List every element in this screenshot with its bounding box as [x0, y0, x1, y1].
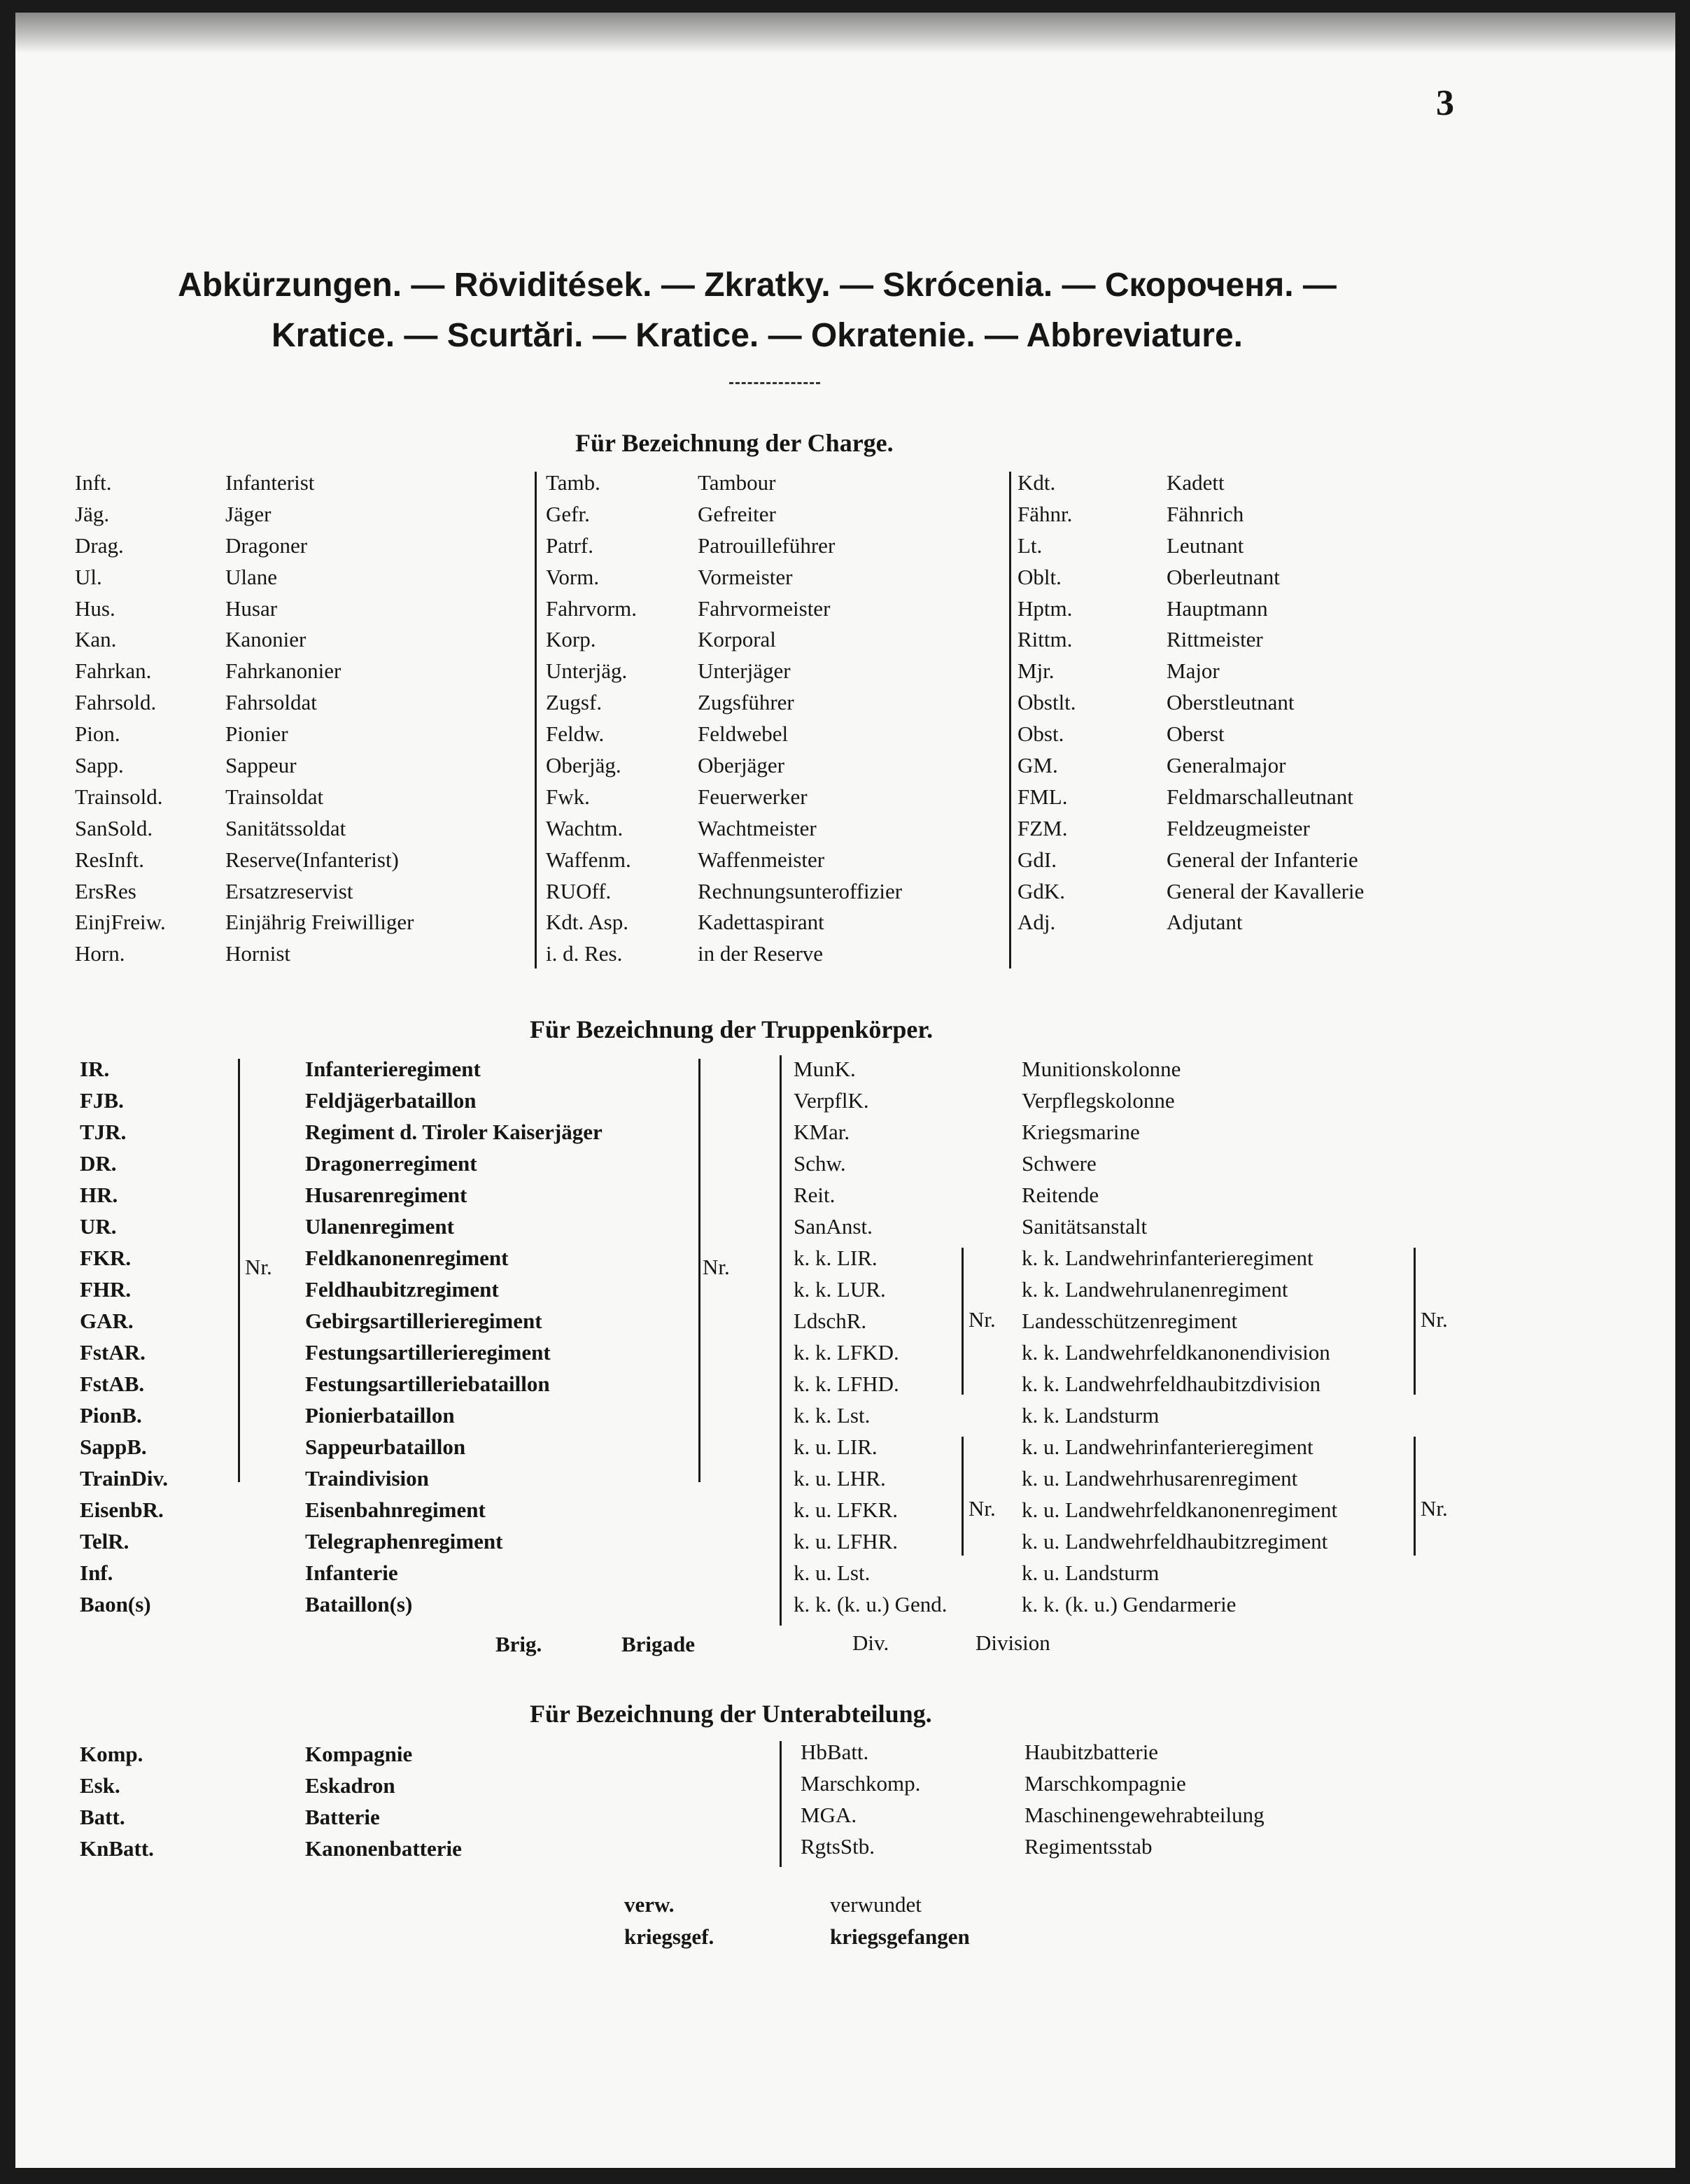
charge-col2-full-item: Unterjäger: [698, 658, 791, 684]
unter-right-full-item: Haubitzbatterie: [1024, 1740, 1159, 1764]
charge-col3-abbr-item: Mjr.: [1017, 658, 1055, 684]
charge-col1-full-item: Einjährig Freiwilliger: [225, 910, 414, 935]
truppen-left-abbr-item: PionB.: [80, 1403, 142, 1428]
truppen-right-abbr-item: k. u. Lst.: [794, 1560, 871, 1585]
truppen-right-full-item: k. k. Landsturm: [1022, 1403, 1160, 1428]
kriegsgef-abbr: kriegsgef.: [624, 1924, 714, 1949]
truppen-right-abbr-item: k. u. LHR.: [794, 1466, 886, 1491]
truppen-right-full-item: Sanitätsanstalt: [1022, 1214, 1148, 1239]
truppen-left-full: [305, 1053, 603, 1620]
charge-col2-full-item: Waffenmeister: [698, 847, 825, 872]
charge-col3-full-item: Feldmarschalleutnant: [1167, 784, 1353, 809]
charge-col1-full-item: Fahrkanonier: [225, 658, 341, 684]
charge-col2-full-item: Vormeister: [698, 564, 793, 589]
div-full: Division: [976, 1630, 1050, 1655]
nr-label-3: Nr.: [969, 1307, 996, 1332]
truppen-left-full-item: Feldjägerbataillon: [305, 1088, 477, 1113]
truppen-right-abbr: [794, 1053, 948, 1620]
charge-col1-full-item: Pionier: [225, 721, 288, 747]
truppen-left-abbr-item: FstAR.: [80, 1340, 146, 1365]
unter-right-full-item: Maschinengewehrabteilung: [1024, 1803, 1265, 1827]
unter-heading: Für Bezeichnung der Unterabteilung.: [530, 1700, 932, 1728]
charge-col1-full-item: Ulane: [225, 564, 278, 589]
charge-col3-abbr: [1017, 467, 1076, 938]
charge-col3-full-item: Generalmajor: [1167, 753, 1286, 778]
truppen-left-full-item: Regiment d. Tiroler Kaiserjäger: [305, 1120, 603, 1144]
truppen-right-full-item: Munitionskolonne: [1022, 1057, 1181, 1081]
truppen-left-full-item: Festungsartilleriebataillon: [305, 1372, 550, 1396]
truppen-right-full-item: Reitende: [1022, 1183, 1099, 1207]
charge-col3-abbr-item: Adj.: [1017, 910, 1056, 935]
charge-col1-full-item: Sappeur: [225, 753, 297, 778]
charge-col2-abbr-item: Gefr.: [546, 501, 590, 526]
charge-col3-full-item: Kadett: [1167, 470, 1225, 495]
truppen-left-abbr-item: GAR.: [80, 1309, 134, 1333]
brig-full: Brigade: [621, 1632, 696, 1656]
brace-lw-kk: [952, 1248, 964, 1395]
truppen-left-abbr-item: TJR.: [80, 1120, 127, 1144]
charge-col1-abbr-item: Jäg.: [75, 501, 110, 526]
charge-col3-full-item: Feldzeugmeister: [1167, 815, 1310, 840]
brace-left-close: [689, 1059, 700, 1482]
truppen-left-full-item: Feldkanonenregiment: [305, 1246, 509, 1270]
charge-col3-abbr-item: Oblt.: [1017, 564, 1062, 589]
truppen-right-full-item: k. u. Landwehrfeldkanonenregiment: [1022, 1498, 1338, 1522]
charge-col3-abbr-item: FZM.: [1017, 815, 1068, 840]
charge-col2-abbr-item: i. d. Res.: [546, 941, 623, 966]
unter-left-abbr: [80, 1738, 154, 1864]
unter-left-full-item: Kompagnie: [305, 1742, 413, 1766]
nr-label-1: Nr.: [245, 1255, 272, 1279]
unter-left-abbr-item: Komp.: [80, 1742, 143, 1766]
nr-label-6: Nr.: [1421, 1496, 1448, 1521]
truppen-right-full-item: k. u. Landwehrinfanterieregiment: [1022, 1435, 1314, 1459]
charge-col1-full-item: Reserve(Infanterist): [225, 847, 399, 872]
charge-col2-abbr-item: Fahrvorm.: [546, 596, 638, 621]
charge-col3-abbr-item: Kdt.: [1017, 470, 1056, 495]
unter-left-abbr-item: Batt.: [80, 1805, 125, 1829]
charge-col3-abbr-item: FML.: [1017, 784, 1068, 809]
charge-col2-abbr: [546, 467, 637, 970]
charge-col2-abbr-item: Vorm.: [546, 564, 600, 589]
unter-right-abbr-item: Marschkomp.: [801, 1771, 921, 1796]
truppen-left-full-item: Sappeurbataillon: [305, 1435, 466, 1459]
verw-full: verwundet: [830, 1892, 922, 1917]
truppen-left-full-item: Infanterieregiment: [305, 1057, 481, 1081]
truppen-right-full-item: k. k. Landwehrfeldhaubitzdivision: [1022, 1372, 1321, 1396]
unter-right-abbr: [801, 1736, 920, 1862]
charge-col3-full: [1167, 467, 1364, 938]
unter-divider: [780, 1741, 782, 1867]
charge-col3-abbr-item: GdK.: [1017, 878, 1066, 903]
truppen-right-abbr-item: LdschR.: [794, 1309, 867, 1333]
charge-col2-abbr-item: Unterjäg.: [546, 658, 628, 684]
truppen-right-abbr-item: k. k. LUR.: [794, 1277, 886, 1302]
charge-col2-full-item: Rechnungsunteroffizier: [698, 878, 903, 903]
charge-col1-abbr: [75, 467, 166, 970]
truppen-left-abbr-item: FKR.: [80, 1246, 132, 1270]
truppen-right-abbr-item: Schw.: [794, 1151, 846, 1176]
charge-col2-abbr-item: Oberjäg.: [546, 753, 621, 778]
truppen-right-abbr-item: Reit.: [794, 1183, 836, 1207]
charge-col1-abbr-item: ResInft.: [75, 847, 145, 872]
truppen-left-full-item: Traindivision: [305, 1466, 429, 1491]
div-abbr: Div.: [852, 1630, 889, 1655]
unter-right-abbr-item: MGA.: [801, 1803, 857, 1827]
truppen-right-full: [1022, 1053, 1337, 1620]
kriegsgef-full: kriegsgefangen: [830, 1924, 970, 1949]
charge-col3-abbr-item: GdI.: [1017, 847, 1057, 872]
charge-col1-full-item: Sanitätssoldat: [225, 815, 346, 840]
charge-col3-full-item: Rittmeister: [1167, 627, 1263, 652]
truppen-right-full-item: k. k. (k. u.) Gendarmerie: [1022, 1592, 1237, 1616]
truppen-right-abbr-item: VerpflK.: [794, 1088, 869, 1113]
truppen-right-abbr-item: k. k. LIR.: [794, 1246, 878, 1270]
charge-col1-full-item: Hornist: [225, 941, 290, 966]
truppen-right-abbr-item: k. k. LFHD.: [794, 1372, 899, 1396]
charge-divider-2: [1009, 472, 1011, 968]
unter-left-full-item: Batterie: [305, 1805, 380, 1829]
charge-col1-abbr-item: SanSold.: [75, 815, 153, 840]
truppen-left-abbr-item: IR.: [80, 1057, 110, 1081]
charge-col1-abbr-item: Trainsold.: [75, 784, 163, 809]
document-page: [15, 13, 1675, 2168]
truppen-left-full-item: Pionierbataillon: [305, 1403, 455, 1428]
charge-col2-full-item: Korporal: [698, 627, 776, 652]
unter-right-full: [1024, 1736, 1265, 1862]
charge-col2-abbr-item: RUOff.: [546, 878, 612, 903]
unter-left-abbr-item: Esk.: [80, 1773, 120, 1798]
truppen-right-abbr-item: MunK.: [794, 1057, 856, 1081]
charge-col2-full-item: Wachtmeister: [698, 815, 817, 840]
truppen-right-full-item: k. k. Landwehrinfanterieregiment: [1022, 1246, 1314, 1270]
truppen-right-full-item: k. u. Landwehrhusarenregiment: [1022, 1466, 1298, 1491]
truppen-right-abbr-item: k. u. LFHR.: [794, 1529, 898, 1554]
charge-col2-abbr-item: Feldw.: [546, 721, 605, 747]
charge-col1-full-item: Dragoner: [225, 533, 308, 558]
charge-col2-full-item: Feuerwerker: [698, 784, 808, 809]
brace-lw-ku-2: [1404, 1437, 1416, 1556]
charge-col2-abbr-item: Waffenm.: [546, 847, 631, 872]
truppen-left-full-item: Festungsartillerieregiment: [305, 1340, 551, 1365]
charge-col3-full-item: Adjutant: [1167, 910, 1243, 935]
truppen-divider: [780, 1055, 782, 1626]
charge-col1-full-item: Fahrsoldat: [225, 690, 317, 715]
charge-col1-abbr-item: Fahrkan.: [75, 658, 152, 684]
verw-abbr: verw.: [624, 1892, 675, 1917]
truppen-right-full-item: Kriegsmarine: [1022, 1120, 1140, 1144]
charge-col1-abbr-item: Drag.: [75, 533, 124, 558]
charge-col1-full-item: Jäger: [225, 501, 272, 526]
truppen-right-abbr-item: k. k. (k. u.) Gend.: [794, 1592, 948, 1616]
charge-col1-full: [225, 467, 414, 970]
charge-col2-abbr-item: Korp.: [546, 627, 596, 652]
charge-col3-full-item: Major: [1167, 658, 1220, 684]
charge-col2-full-item: Oberjäger: [698, 753, 784, 778]
truppen-right-full-item: k. u. Landsturm: [1022, 1560, 1160, 1585]
charge-col1-abbr-item: Pion.: [75, 721, 120, 747]
charge-col3-full-item: General der Kavallerie: [1167, 878, 1365, 903]
truppen-right-full-item: Verpflegskolonne: [1022, 1088, 1175, 1113]
charge-col1-abbr-item: Fahrsold.: [75, 690, 157, 715]
charge-col2-full-item: Patrouilleführer: [698, 533, 836, 558]
charge-col3-abbr-item: Hptm.: [1017, 596, 1073, 621]
truppen-left-full-item: Eisenbahnregiment: [305, 1498, 486, 1522]
charge-col3-full-item: Oberst: [1167, 721, 1225, 747]
charge-col3-full-item: Fähnrich: [1167, 501, 1244, 526]
charge-col1-abbr-item: Kan.: [75, 627, 117, 652]
scan-shadow-band: [15, 13, 1675, 53]
truppen-left-abbr-item: FHR.: [80, 1277, 132, 1302]
charge-col3-abbr-item: Fähnr.: [1017, 501, 1073, 526]
unter-right-full-item: Marschkompagnie: [1024, 1771, 1186, 1796]
charge-col3-abbr-item: Rittm.: [1017, 627, 1073, 652]
truppen-heading: Für Bezeichnung der Truppenkörper.: [530, 1015, 934, 1043]
charge-col3-abbr-item: Obstlt.: [1017, 690, 1076, 715]
charge-col1-abbr-item: Horn.: [75, 941, 125, 966]
truppen-right-full-item: k. k. Landwehrfeldkanonendivision: [1022, 1340, 1330, 1365]
charge-col2-full-item: Zugsführer: [698, 690, 794, 715]
truppen-left-abbr-item: HR.: [80, 1183, 118, 1207]
charge-col3-full-item: Hauptmann: [1167, 596, 1268, 621]
charge-col1-full-item: Ersatzreservist: [225, 878, 353, 903]
charge-col1-abbr-item: Inft.: [75, 470, 112, 495]
truppen-left-abbr-item: FstAB.: [80, 1372, 145, 1396]
truppen-right-abbr-item: KMar.: [794, 1120, 850, 1144]
charge-col2-full-item: Fahrvormeister: [698, 596, 831, 621]
charge-col2-full-item: Kadettaspirant: [698, 910, 824, 935]
charge-col3-full-item: Oberleutnant: [1167, 564, 1280, 589]
truppen-left-abbr-item: DR.: [80, 1151, 117, 1176]
truppen-right-full-item: k. u. Landwehrfeldhaubitzregiment: [1022, 1529, 1328, 1554]
unter-left-full-item: Eskadron: [305, 1773, 395, 1798]
charge-col2-abbr-item: Wachtm.: [546, 815, 624, 840]
truppen-left-abbr-item: SappB.: [80, 1435, 147, 1459]
unter-left-full: [305, 1738, 462, 1864]
truppen-left-full-item: Feldhaubitzregiment: [305, 1277, 499, 1302]
charge-divider-1: [535, 472, 537, 968]
truppen-left-abbr-item: TelR.: [80, 1529, 129, 1554]
charge-col2-abbr-item: Fwk.: [546, 784, 590, 809]
charge-col3-abbr-item: Obst.: [1017, 721, 1064, 747]
truppen-left-full-item: Gebirgsartillerieregiment: [305, 1309, 542, 1333]
charge-col3-abbr-item: Lt.: [1017, 533, 1043, 558]
truppen-right-full-item: k. k. Landwehrulanenregiment: [1022, 1277, 1288, 1302]
truppen-left-abbr-item: EisenbR.: [80, 1498, 164, 1522]
charge-heading: Für Bezeichnung der Charge.: [575, 429, 894, 457]
truppen-left-full-item: Ulanenregiment: [305, 1214, 454, 1239]
unter-right-abbr-item: HbBatt.: [801, 1740, 869, 1764]
truppen-left-full-item: Infanterie: [305, 1560, 398, 1585]
truppen-left-abbr-item: Baon(s): [80, 1592, 151, 1616]
title-divider: [729, 382, 820, 384]
truppen-right-abbr-item: k. u. LIR.: [794, 1435, 878, 1459]
nr-label-2: Nr.: [703, 1255, 730, 1279]
charge-col2-full-item: Tambour: [698, 470, 776, 495]
unter-right-abbr-item: RgtsStb.: [801, 1834, 875, 1859]
truppen-right-abbr-item: SanAnst.: [794, 1214, 873, 1239]
truppen-right-abbr-item: k. k. Lst.: [794, 1403, 871, 1428]
charge-col2-abbr-item: Tamb.: [546, 470, 600, 495]
nr-label-4: Nr.: [969, 1496, 996, 1521]
charge-col2-abbr-item: Patrf.: [546, 533, 594, 558]
charge-col3-abbr-item: GM.: [1017, 753, 1058, 778]
charge-col2-full: [698, 467, 902, 970]
truppen-left-abbr-item: Inf.: [80, 1560, 113, 1585]
charge-col2-abbr-item: Zugsf.: [546, 690, 603, 715]
unter-right-full-item: Regimentsstab: [1024, 1834, 1153, 1859]
charge-col2-full-item: Feldwebel: [698, 721, 789, 747]
truppen-left-abbr-item: FJB.: [80, 1088, 124, 1113]
brace-lw-kk-2: [1404, 1248, 1416, 1395]
title-line-2: Kratice. — Scurtări. — Kratice. — Okratenie. — Abbreviature.: [271, 317, 1243, 354]
truppen-left-abbr-item: UR.: [80, 1214, 117, 1239]
charge-col1-abbr-item: EinjFreiw.: [75, 910, 166, 935]
brig-abbr: Brig.: [495, 1632, 542, 1656]
charge-col1-full-item: Kanonier: [225, 627, 307, 652]
nr-label-5: Nr.: [1421, 1307, 1448, 1332]
truppen-left-full-item: Dragonerregiment: [305, 1151, 477, 1176]
truppen-left-full-item: Bataillon(s): [305, 1592, 413, 1616]
truppen-right-abbr-item: k. k. LFKD.: [794, 1340, 899, 1365]
charge-col2-full-item: in der Reserve: [698, 941, 824, 966]
charge-col1-abbr-item: ErsRes: [75, 878, 136, 903]
title-line-1: Abkürzungen. — Röviditések. — Zkratky. — Skrócenia. — Скороченя. —: [178, 267, 1337, 304]
charge-col1-abbr-item: Ul.: [75, 564, 102, 589]
charge-col1-full-item: Husar: [225, 596, 278, 621]
charge-col3-full-item: General der Infanterie: [1167, 847, 1358, 872]
truppen-right-abbr-item: k. u. LFKR.: [794, 1498, 898, 1522]
unter-left-full-item: Kanonenbatterie: [305, 1836, 462, 1861]
truppen-right-full-item: Landesschützenregiment: [1022, 1309, 1238, 1333]
truppen-left-full-item: Husarenregiment: [305, 1183, 467, 1207]
unter-left-abbr-item: KnBatt.: [80, 1836, 154, 1861]
truppen-left-abbr: [80, 1053, 168, 1620]
charge-col1-abbr-item: Sapp.: [75, 753, 124, 778]
charge-col1-full-item: Infanterist: [225, 470, 315, 495]
charge-col2-abbr-item: Kdt. Asp.: [546, 910, 628, 935]
charge-col1-full-item: Trainsoldat: [225, 784, 324, 809]
page-number: 3: [1436, 83, 1454, 123]
truppen-left-abbr-item: TrainDiv.: [80, 1466, 169, 1491]
brace-lw-ku: [952, 1437, 964, 1556]
charge-col3-full-item: Oberstleutnant: [1167, 690, 1295, 715]
charge-col2-full-item: Gefreiter: [698, 501, 776, 526]
truppen-left-full-item: Telegraphenregiment: [305, 1529, 503, 1554]
charge-col3-full-item: Leutnant: [1167, 533, 1244, 558]
charge-col1-abbr-item: Hus.: [75, 596, 115, 621]
truppen-right-full-item: Schwere: [1022, 1151, 1097, 1176]
